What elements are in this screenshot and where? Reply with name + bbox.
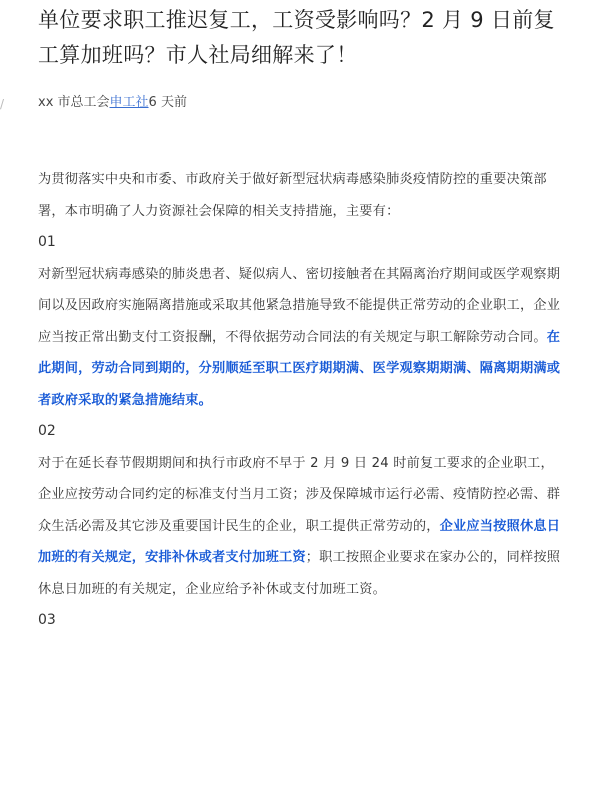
section-number: 03 — [38, 612, 56, 628]
article — [38, 0, 563, 628]
section-text: 对于在延长春节假期期间和执行市政府不早于 2 月 9 日 24 时前复工要求的企业职工，企业应按劳动合同约定的标准支付当月工资；涉及保障城市运行必需、疫情防控必需、群众生活必需及其它涉及重要国计民生的企业，职工提供正常劳动的， — [38, 455, 561, 534]
section-text: ；职工按照企业要求在家办公的，同样按照休息日加班的有关规定，企业应给予补休或支付加班工资。 — [38, 550, 561, 597]
highlighted-text: 在此期间，劳动合同到期的，分别顺延至职工医疗期期满、医学观察期期满、隔离期期满或者政府采取的紧急措施结束。 — [38, 329, 561, 408]
publish-time: 6 天前 — [148, 95, 187, 110]
article-meta — [38, 93, 187, 113]
section-number: 02 — [38, 423, 56, 439]
section-text: 对新型冠状病毒感染的肺炎患者、疑似病人、密切接触者在其隔离治疗期间或医学观察期间以及因政府实施隔离措施或采取其他紧急措施导致不能提供正常劳动的企业职工，企业应当按正常出勤支付工资报酬，不得依据劳动合同法的有关规定与职工解除劳动合同。 — [38, 266, 561, 345]
section-paragraph — [38, 259, 563, 417]
article-title: 单位要求职工推迟复工，工资受影响吗？2 月 9 日前复工算加班吗？市人社局细解来了！ — [38, 8, 555, 67]
edge-mark: / — [0, 97, 5, 111]
highlighted-text: 企业应当按照休息日加班的有关规定，安排补休或者支付加班工资 — [38, 518, 561, 565]
intro-paragraph: 为贯彻落实中央和市委、市政府关于做好新型冠状病毒感染肺炎疫情防控的重要决策部署，本市明确了人力资源社会保障的相关支持措施，主要有： — [38, 172, 547, 219]
source-link[interactable]: 申工社 — [109, 95, 149, 110]
meta-prefix: xx 市总工会 — [38, 95, 110, 110]
section-number: 01 — [38, 234, 56, 250]
article-body — [38, 164, 563, 637]
section-paragraph — [38, 448, 563, 606]
